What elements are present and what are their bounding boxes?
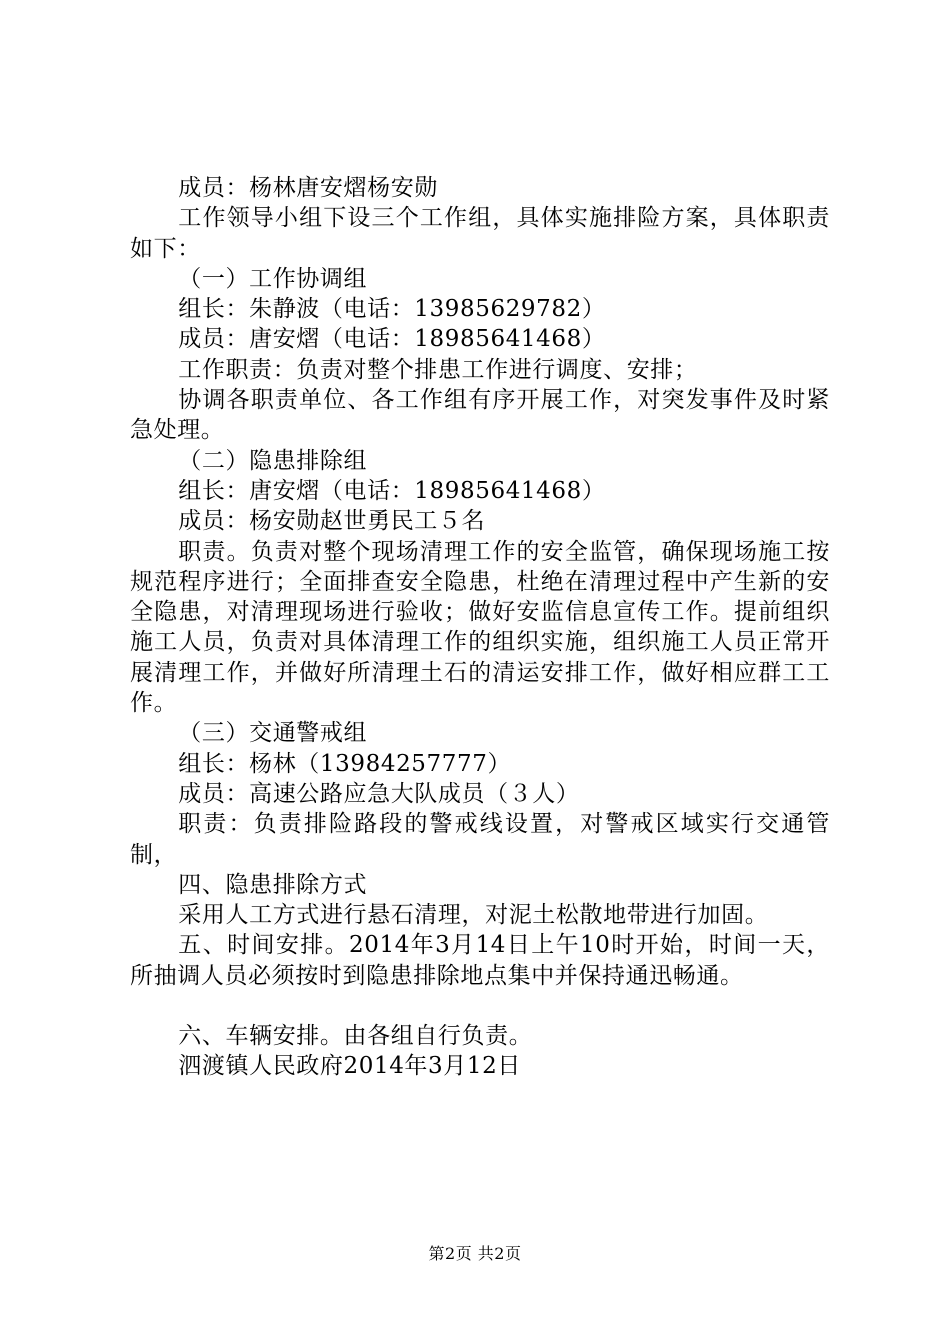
time-arrangement: 五、时间安排。2014年3月14日上午10时开始，时间一天，所抽调人员必须按时到隐患排除地点集中并保持通迅畅通。 [130,932,830,989]
hazard-leader: 组长：唐安熠（电话：18985641468） [178,477,606,504]
workgroup-intro: 工作领导小组下设三个工作组，具体实施排险方案，具体职责如下： [130,205,830,262]
paragraph-gap [130,991,830,1021]
hazard-members: 成员：杨安勋赵世勇民工５名 [178,508,486,535]
method-detail: 采用人工方式进行悬石清理，对泥土松散地带进行加固。 [178,902,769,929]
section-heading-method: 四、隐患排除方式 [178,871,368,898]
coordination-leader: 组长：朱静波（电话：13985629782） [178,296,606,323]
traffic-members: 成员：高速公路应急大队成员（３人） [178,780,580,807]
vehicle-arrangement: 六、车辆安排。由各组自行负责。 [178,1023,533,1050]
coordination-duty: 工作职责：负责对整个排患工作进行调度、安排； [178,356,698,383]
section-heading-hazard: （二）隐患排除组 [178,447,368,474]
hazard-duty: 职责。负责对整个现场清理工作的安全监管，确保现场施工按规范程序进行；全面排查安全隐患，杜绝在清理过程中产生新的安全隐患，对清理现场进行验收；做好安监信息宣传工作。提前组织施工人员，负责对具体清理工作的组织实施，组织施工人员正常开展清理工作，并做好所清理土石的清运安排工作，做好相应群工工作。 [130,538,830,717]
document-body [130,173,830,1082]
section-heading-coordination: （一）工作协调组 [178,265,368,292]
members-line: 成员：杨林唐安熠杨安勋 [178,175,438,201]
coordination-duty-detail: 协调各职责单位、各工作组有序开展工作，对突发事件及时紧急处理。 [130,387,830,444]
signature-date: 泗渡镇人民政府2014年3月12日 [178,1053,521,1080]
page-footer: 第2页 共2页 [428,1244,522,1263]
traffic-leader: 组长：杨林（13984257777） [178,750,512,777]
coordination-member: 成员：唐安熠（电话：18985641468） [178,326,606,353]
traffic-duty: 职责：负责排险路段的警戒线设置，对警戒区域实行交通管制， [130,811,830,868]
section-heading-traffic: （三）交通警戒组 [178,720,368,747]
